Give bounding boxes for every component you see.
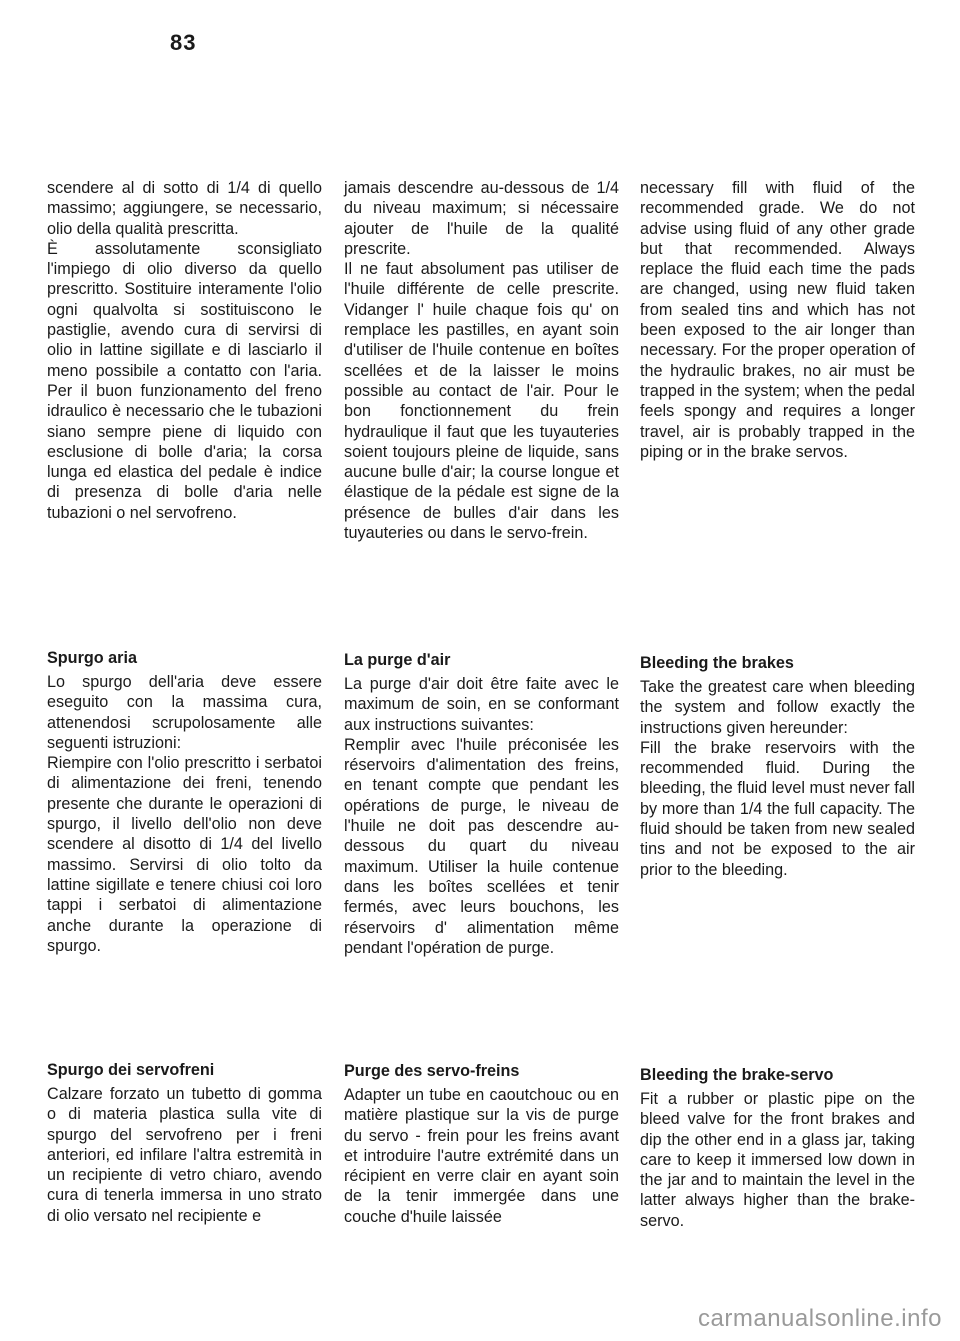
section-body: La purge d'air doit être faite avec le maximum de soin, en se conformant aux instructions suivantes: Remplir avec l'huile préconisée les réservoirs d'alimentation des freins, en tenant compte que pendant les opérations de purge, le niveau de l'huile ne doit pas descendre au-dessous du quart du niveau maximum. Utiliser la huile contenue dans les boîtes scellées et tenir fermés, avec leurs bouchons, les réservoirs d' alimentation même pendant l'opération de purge. xyxy=(344,675,619,957)
section-title: Bleeding the brake-servo xyxy=(640,1066,834,1084)
section-body: Fit a rubber or plastic pipe on the bleed valve for the front brakes and dip the other end in a glass jar, taking care to keep it immersed low down in the jar and to maintain the level in the latter always higher than the brake-servo. xyxy=(640,1090,915,1230)
intro-block xyxy=(344,178,619,543)
intro-block xyxy=(47,178,322,523)
section-servo-bleeding xyxy=(640,1065,915,1231)
section-servo-bleeding xyxy=(47,1060,322,1226)
section-body: Calzare forzato un tubetto di gomma o di materia plastica sulla vite di spurgo del servofreno per i freni anteriori, ed infilare l'altra estremità in un recipiente di vetro chiaro, avendo cura di tenerla immersa in uno strato di olio versato nel recipiente e xyxy=(47,1085,322,1225)
section-title: Spurgo aria xyxy=(47,649,137,667)
section-air-bleeding xyxy=(47,648,322,956)
page-number: 83 xyxy=(170,30,197,55)
intro-paragraph: jamais descendre au-dessous de 1/4 du niveau maximum; si nécessaire ajouter de l'huile de la qualité prescrite. Il ne faut absolument pas utiliser de l'huile différente de celle prescrite. Vidanger l' huile chaque fois qu' on remplace les pastilles, en ayant soin d'utiliser de l'huile contenue en boîtes scellées et de la laisser le moins possible au contact de l'air. Pour le bon fonctionnement du frein hydraulique il faut que les tuyauteries soient toujours pleine de liquide, sans aucune bulle d'air; la course longue et élastique de la pédale est signe de la présence de bulles d'air dans les tuyauteries ou dans le servo-frein. xyxy=(344,179,619,543)
watermark: carmanualsonline.info xyxy=(698,1305,942,1332)
section-title: La purge d'air xyxy=(344,651,451,669)
section-servo-bleeding xyxy=(344,1061,619,1227)
section-title: Spurgo dei servofreni xyxy=(47,1061,215,1079)
section-body: Take the greatest care when bleeding the system and follow exactly the instructions given hereunder: Fill the brake reservoirs with the recommended fluid. During the bleeding, the fluid level must never fall by more than 1/4 the full capacity. The fluid should be taken from new sealed tins and not be exposed to the air prior to the bleeding. xyxy=(640,678,915,879)
section-title: Bleeding the brakes xyxy=(640,654,794,672)
intro-paragraph: necessary fill with fluid of the recommended grade. We do not advise using fluid of any other grade but that recommended. Always replace the fluid each time the pads are changed, using new fluid taken from sealed tins and which has not been exposed to the air longer than necessary. For the proper operation of the hydraulic brakes, no air must be trapped in the system; when the pedal feels spongy and requires a longer travel, air is probably trapped in the piping or in the brake servos. xyxy=(640,179,915,461)
section-body: Adapter un tube en caoutchouc ou en matière plastique sur la vis de purge du servo - frein pour les freins avant et introduire l'autre extrémité dans un récipient en verre clair en ayant soin de la tenir immergée dans une couche d'huile laissée xyxy=(344,1086,619,1226)
section-title: Purge des servo-freins xyxy=(344,1062,520,1080)
intro-paragraph: scendere al di sotto di 1/4 di quello massimo; aggiungere, se necessario, olio della qualità prescritta. È assolutamente sconsigliato l'impiego di olio diverso da quello prescritto. Sostituire interamente l'olio ogni qualvolta si sostituiscono le pastiglie, avendo cura di servirsi di olio in lattine sigillate e di lasciarlo il meno possibile a contatto con l'aria. Per il buon funzionamento del freno idraulico è necessario che le tubazioni siano sempre piene di liquido con esclusione di bolle d'aria; la corsa lunga ed elastica del pedale è indice di presenza di bolle d'aria nelle tubazioni o nel servofreno. xyxy=(47,179,322,522)
section-air-bleeding xyxy=(344,650,619,958)
intro-block xyxy=(640,178,915,462)
section-body: Lo spurgo dell'aria deve essere eseguito con la massima cura, attenendosi scrupolosamente alle seguenti istruzioni: Riempire con l'olio prescritto i serbatoi di alimentazione dei freni, tenendo presente che durante le operazioni di spurgo, il livello dell'olio non deve scendere al disotto di 1/4 del livello massimo. Servirsi di olio tolto da lattine sigillate e tenere chiusi coi loro tappi i serbatoi di alimentazione anche durante la operazione di spurgo. xyxy=(47,673,322,955)
section-air-bleeding xyxy=(640,653,915,880)
